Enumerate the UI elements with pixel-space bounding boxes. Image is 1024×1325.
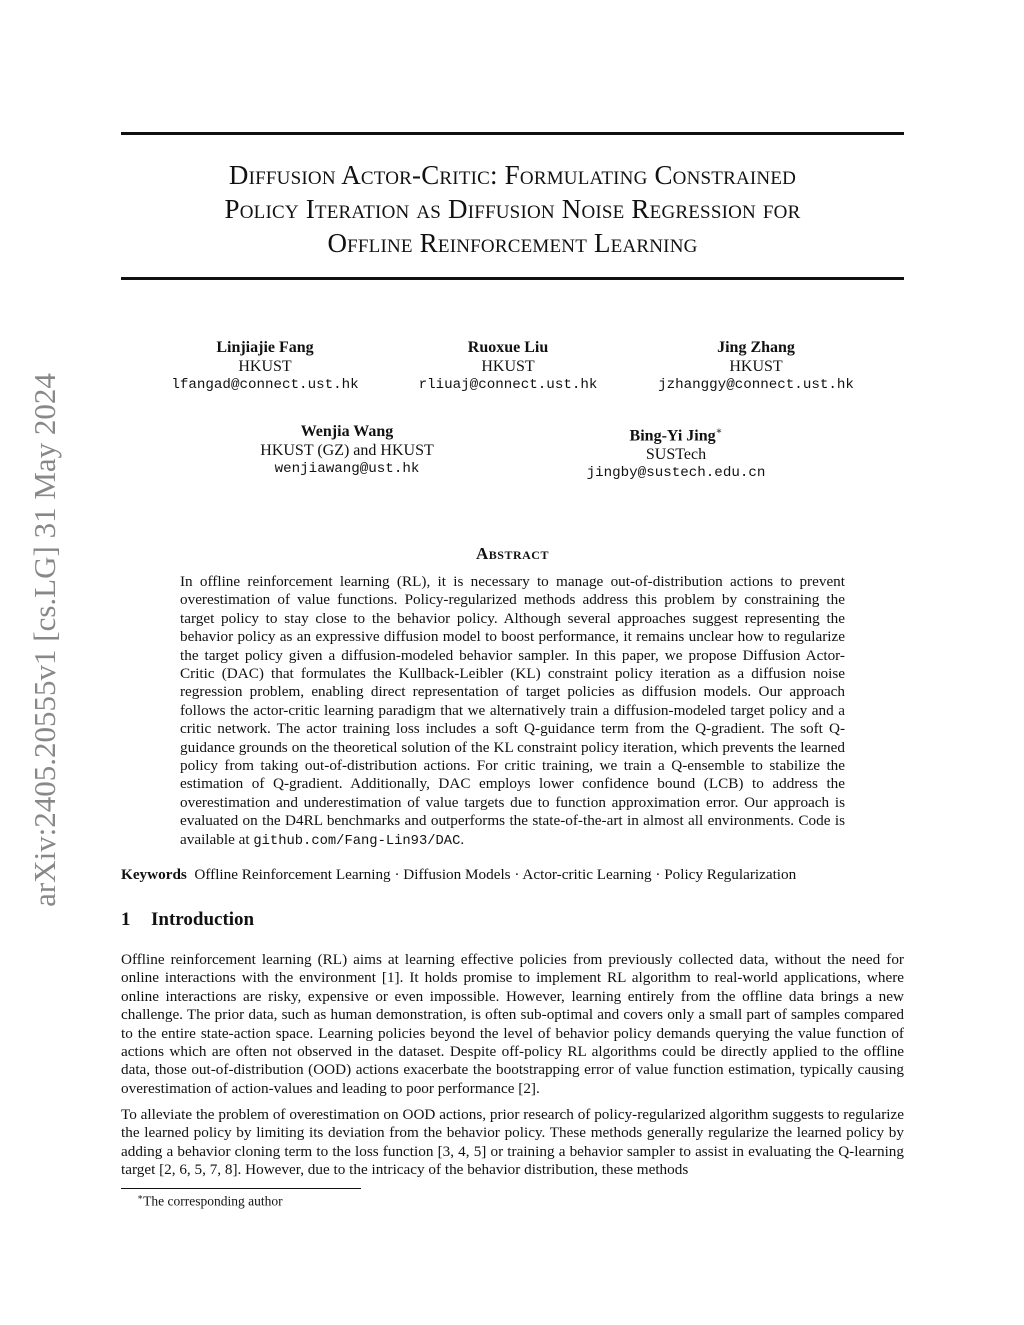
section-heading [121, 909, 254, 931]
title-rule-top [121, 132, 904, 135]
keywords-label: Keywords [121, 866, 187, 883]
abstract-text [180, 573, 845, 851]
author-affiliation: HKUST [481, 357, 535, 375]
author-affiliation: HKUST [729, 357, 783, 375]
author-name: Wenjia Wang [300, 423, 394, 440]
title-line: Policy Iteration as Diffusion Noise Regression for [224, 194, 801, 224]
author-email[interactable]: jingby@sustech.edu.cn [586, 465, 766, 482]
author-name [526, 423, 826, 446]
author-block [526, 423, 826, 483]
footnote [137, 1192, 283, 1210]
footnote-text: The corresponding author [143, 1193, 283, 1209]
body-paragraph: Offline reinforcement learning (RL) aims at learning effective policies from previously collected data, without the need for online interactions with the environment [1]. It holds promise to implement RL algorithm to real-world applications, where online interactions are risky, expensive or even impossible. However, learning entirely from the offline data brings a new challenge. The prior data, such as human demonstration, is often sub-optimal and covers only a small part of samples compared to the entire state-action space. Learning policies beyond the level of behavior policy demands querying the value function of actions which are often not observed in the dataset. Despite off-policy RL algorithms could be directly applied to the offline data, those out-of-distribution (OOD) actions exacerbate the bootstrapping error of value function estimation, typically causing overestimation of action-values and leading to poor performance [2]. [121, 951, 904, 1097]
body-paragraph: To alleviate the problem of overestimation on OOD actions, prior research of policy-regularized algorithm suggests to regularize the learned policy by limiting its deviation from the behavior policy. These methods generally regularize the learned policy by adding a behavior cloning term to the loss function [3, 4, 5] or training a behavior sampler to assist in evaluating the Q-learning target [2, 6, 5, 7, 8]. However, due to the intricacy of the behavior distribution, these methods [121, 1106, 904, 1179]
title-line: Offline Reinforcement Learning [327, 228, 698, 258]
author-affiliation: HKUST [238, 357, 292, 375]
author-name-text: Bing-Yi Jing [629, 427, 716, 445]
abstract-body: In offline reinforcement learning (RL), it is necessary to manage out-of-distribution actions to prevent overestimation of value functions. Policy-regularized methods address this problem by constraining the target policy to stay close to the behavior policy. Although several approaches suggest representing the behavior policy as an expressive diffusion model to boost performance, it remains unclear how to regularize the target policy given a diffusion-modeled behavior sampler. In this paper, we propose Diffusion Actor-Critic (DAC) that formulates the Kullback-Leibler (KL) constraint policy iteration as a diffusion noise regression problem, enabling direct representation of target policies as diffusion models. Our approach follows the actor-critic learning paradigm that we alternatively train a diffusion-modeled target policy and a critic network. The actor training loss includes a soft Q-guidance term from the Q-gradient. The soft Q-guidance grounds on the theoretical solution of the KL constraint policy iteration, which prevents the learned policy from taking out-of-distribution actions. For critic training, we train a Q-ensemble to stabilize the estimation of Q-gradient. Additionally, DAC employs lower confidence bound (LCB) to address the overestimation and underestimation of value targets due to function approximation error. Our approach is evaluated on the D4RL benchmarks and outperforms the state-of-the-art in almost all environments. Code is available at [180, 573, 845, 848]
paper-title [121, 158, 904, 260]
author-affiliation: HKUST (GZ) and HKUST [260, 441, 434, 459]
author-name: Jing Zhang [717, 339, 795, 356]
title-rule-bottom [121, 277, 904, 280]
arxiv-stamp: arXiv:2405.20555v1 [cs.LG] 31 May 2024 [27, 373, 62, 907]
author-affiliation: SUSTech [645, 445, 707, 463]
author-block [606, 339, 906, 395]
author-name: Ruoxue Liu [467, 339, 549, 356]
author-email[interactable]: wenjiawang@ust.hk [274, 461, 420, 477]
abstract-end: . [460, 830, 465, 848]
code-link[interactable]: github.com/Fang-Lin93/DAC [253, 833, 461, 849]
footnote-mark: ∗ [137, 1192, 144, 1202]
section-number: 1 [121, 909, 131, 930]
author-email[interactable]: lfangad@connect.ust.hk [171, 377, 359, 393]
author-email[interactable]: rliuaj@connect.ust.hk [418, 377, 598, 393]
section-title: Introduction [151, 909, 255, 930]
footnote-rule [121, 1188, 361, 1189]
keywords-text: Offline Reinforcement Learning · Diffusion Models · Actor-critic Learning · Policy Regularization [194, 866, 797, 883]
keywords-line [121, 865, 904, 884]
author-email[interactable]: jzhanggy@connect.ust.hk [658, 377, 854, 393]
abstract-heading: Abstract [476, 544, 549, 563]
author-name: Linjiajie Fang [216, 339, 314, 356]
title-line: Diffusion Actor-Critic: Formulating Constrained [228, 160, 797, 190]
author-block [197, 423, 497, 479]
corresponding-mark: ∗ [715, 426, 723, 437]
